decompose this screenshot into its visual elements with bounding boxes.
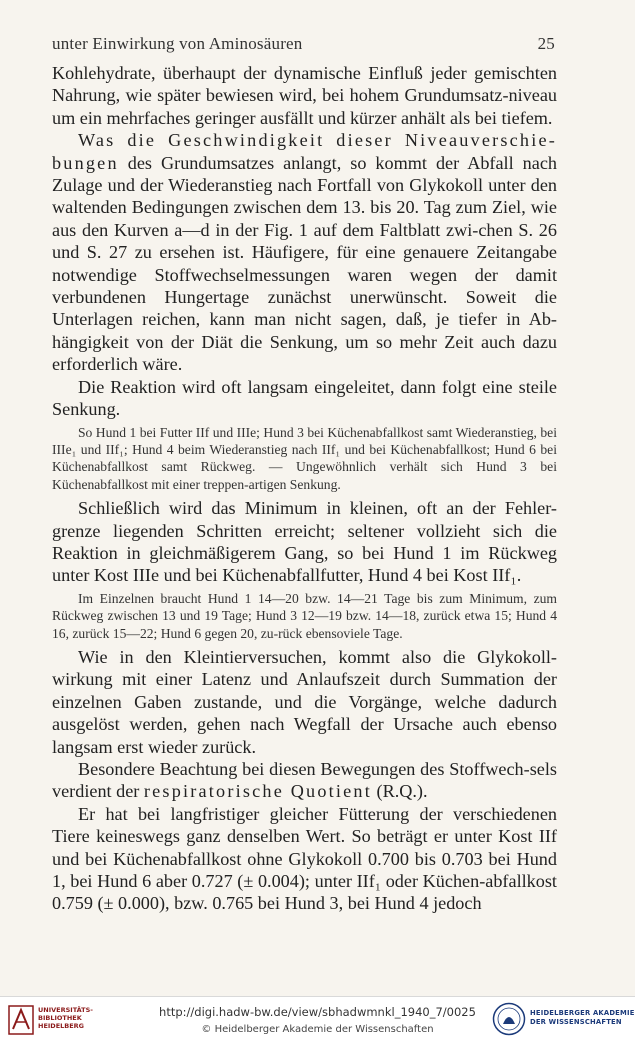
paragraph-6	[52, 758, 557, 803]
academy-label: HEIDELBERGER AKADEMIE DER WISSENSCHAFTEN	[530, 1009, 635, 1026]
paragraph-3: Die Reaktion wird oft langsam eingeleitet, dann folgt eine steile Senkung.	[52, 376, 557, 420]
paragraph-5: Wie in den Kleintierversuchen, kommt also die Glykokoll-wirkung mit einer Latenz und Anlaufszeit durch Summation der einzelnen Gaben zustande, und die Vorgänge, welche dadurch ausgelöst werden, gehen nach Wegfall der Ursache auch ebenso langsam erst wieder zurück.	[52, 646, 557, 757]
university-library-label: UNIVERSITÄTS- BIBLIOTHEK HEIDELBERG	[38, 1006, 93, 1030]
paragraph-2	[52, 129, 557, 375]
small-note-2: Im Einzelnen braucht Hund 1 14—20 bzw. 14—21 Tage bis zum Minimum, zum Rückweg zwischen 13 und 19 Tage; Hund 3 12—19 bzw. 14—18, zurück etwa 15; Hund 4 16, zurück 15—22; Hund 6 gegen 20, zu-rück ebensoviele Tage.	[52, 590, 557, 641]
paragraph-6-tail: (R.Q.).	[371, 781, 428, 802]
paragraph-7: Er hat bei langfristiger gleicher Fütterung der verschiedenen Tiere keineswegs ganz denselben Wert. So beträgt er unter Kost IIf und bei Küchenabfallkost ohne Glykokoll 0.700 bis 0.703 bei Hund 1, bei Hund 6 aber 0.727 (± 0.004); unter IIf₁ oder Küchen-abfallkost 0.759 (± 0.000), bzw. 0.765 bei Hund 3, bei Hund 4 jedoch	[52, 803, 557, 914]
paragraph-1: Kohlehydrate, überhaupt der dynamische Einfluß jeder gemischten Nahrung, wie später bewiesen wird, bei hohem Grundumsatz-niveau um ein mehrfaches geringer ausfällt und kürzer anhält als bei tiefem.	[52, 63, 557, 128]
paragraph-2-text: des Grundumsatzes anlangt, so kommt der Abfall nach Zulage und der Wiederanstieg nach Fortfall von Glykokoll unter den waltenden Bedingungen zwischen dem 13. bis 20. Tag zum Ziel, wie aus den Kurven a—d in der Fig. 1 auf dem Faltblatt zwi-chen S. 26 und S. 27 zu ersehen ist. Häufigere, für eine genauere Zeitangabe notwendige Stoffwechselmessungen waren wegen der damit verbundenen Hungertage zunächst unerwünscht. Soweit die Unterlagen reichen, kann man nicht sagen, daß, je tiefer in Ab-hängigkeit von der Diät die Senkung, um so mehr Zeit auch dazu erforderlich wäre.	[52, 152, 557, 375]
copyright-notice: © Heidelberger Akademie der Wissenschaften	[201, 1024, 434, 1035]
small-note-1: So Hund 1 bei Futter IIf und IIIe; Hund 3 bei Küchenabfallkost samt Wiederanstieg, bei IIIe₁ und IIf₁; Hund 4 beim Wiederanstieg nach IIf₁ und bei Küchenabfallkost; Hund 6 bei Küchenabfallkost samt Rückweg. — Ungewöhnlich verhält sich Hund 3 bei Küchenabfallkost mit einer treppen-artigen Senkung.	[52, 424, 557, 492]
spaced-emphasis: Was die Geschwindigkeit dieser Niveauverschie-bungen	[52, 130, 557, 173]
viewer-footer	[0, 996, 635, 1043]
paragraph-6-text: Besondere Beachtung bei diesen Bewegungen des Stoffwech-sels verdient der	[52, 759, 557, 802]
permalink-url[interactable]: http://digi.hadw-bw.de/view/sbhadwmnkl_1940_7/0025	[159, 1005, 476, 1019]
page-body	[52, 62, 557, 915]
spaced-emphasis-rq: respiratorische Quotient	[143, 781, 372, 802]
paragraph-4: Schließlich wird das Minimum in kleinen, oft an der Fehler-grenze liegenden Schritten erreicht; seltener vollzieht sich die Reaktion in gleichmäßigerem Gang, so bei Hund 1 im Rückweg unter Kost IIIe und bei Küchenabfallfutter, Hund 4 bei Kost IIf₁.	[52, 498, 557, 586]
running-title: unter Einwirkung von Aminosäuren	[52, 34, 303, 53]
page-number: 25	[537, 34, 555, 53]
academy-seal-icon	[492, 1002, 526, 1036]
